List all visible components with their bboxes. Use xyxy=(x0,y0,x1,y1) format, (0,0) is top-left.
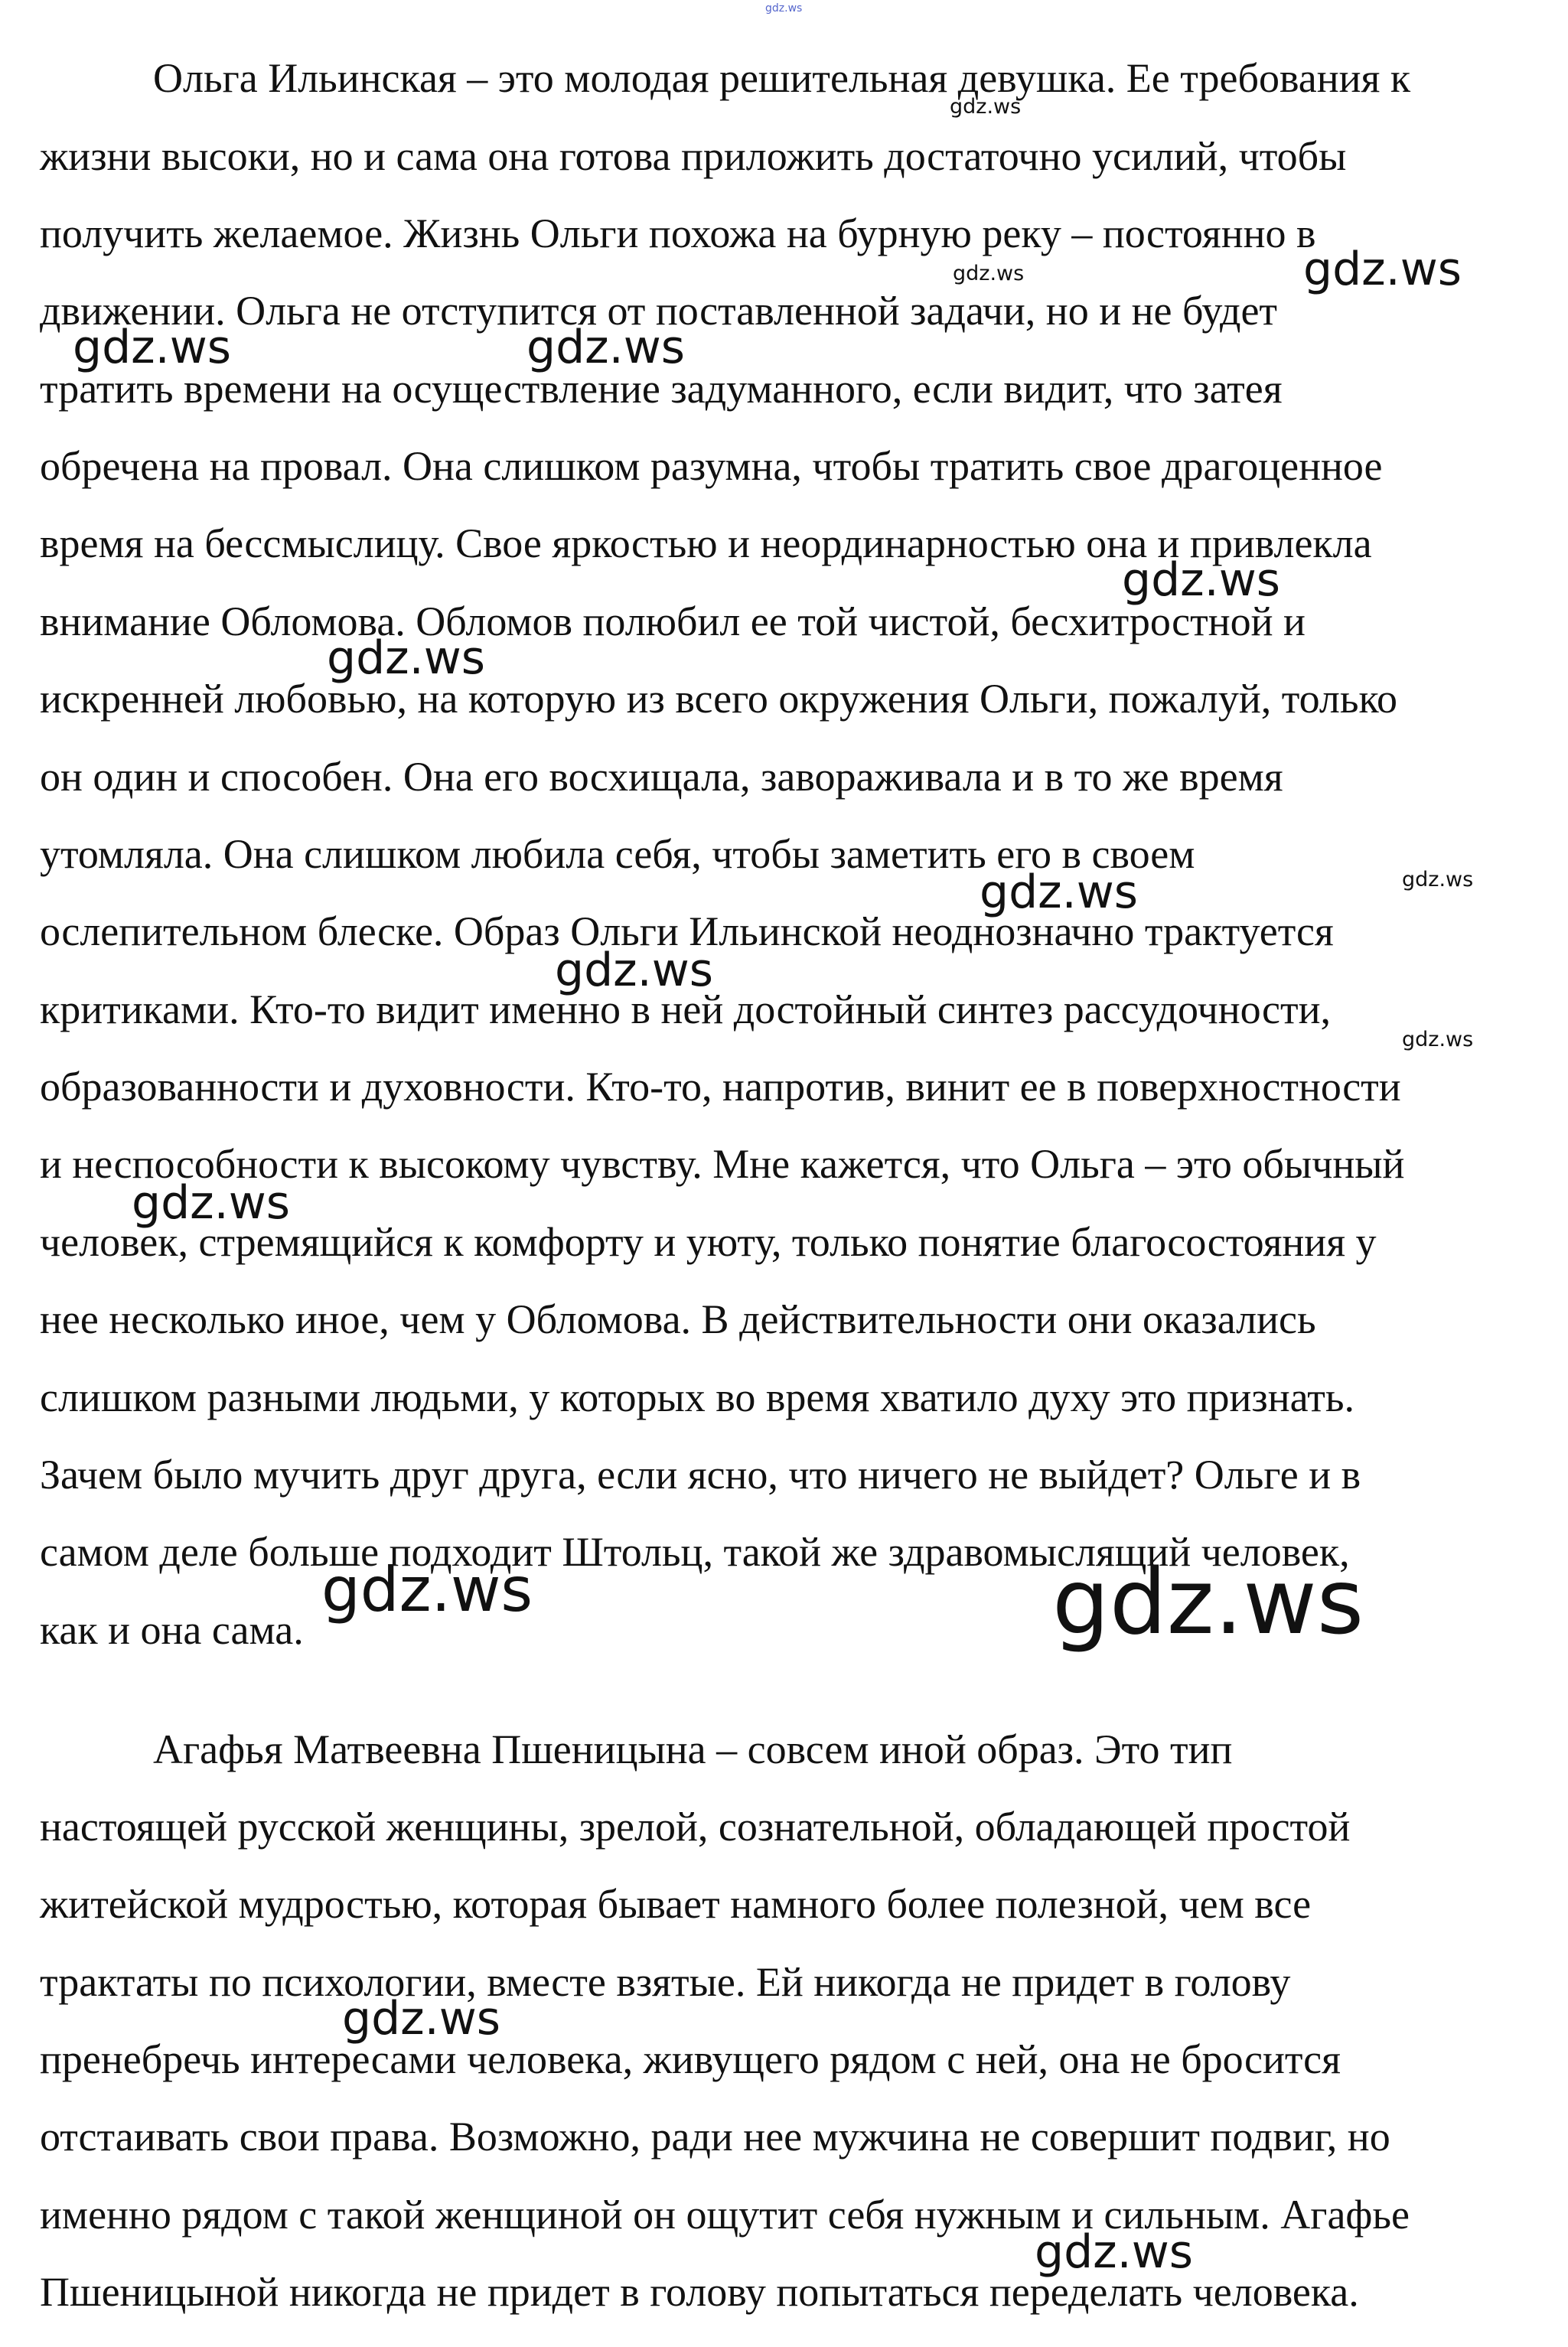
text-line: движении. Ольга не отступится от поставленной задачи, но и не будет xyxy=(40,288,1278,334)
text-line: человек, стремящийся к комфорту и уюту, только понятие благосостояния у xyxy=(40,1219,1377,1265)
text-line: самом деле больше подходит Штольц, такой же здравомыслящий человек, xyxy=(40,1529,1350,1575)
watermark: gdz.ws xyxy=(1052,1549,1364,1654)
watermark: gdz.ws xyxy=(73,321,232,374)
watermark: gdz.ws xyxy=(132,1176,291,1230)
text-line: время на бессмыслицу. Свое яркостью и неординарностью она и привлекла xyxy=(40,520,1372,566)
text-line: нее несколько иное, чем у Обломова. В действительности они оказались xyxy=(40,1296,1316,1342)
watermark: gdz.ws xyxy=(980,865,1139,919)
watermark: gdz.ws xyxy=(555,944,714,997)
text-line: тратить времени на осуществление задуманного, если видит, что затея xyxy=(40,366,1283,412)
watermark: gdz.ws xyxy=(327,631,486,685)
watermark: gdz.ws xyxy=(1402,1028,1474,1051)
text-line: житейской мудростью, которая бывает намного более полезной, чем все xyxy=(40,1881,1312,1927)
text-line: внимание Обломова. Обломов полюбил ее той чистой, бесхитростной и xyxy=(40,598,1306,644)
text-line: критиками. Кто-то видит именно в ней достойный синтез рассудочности, xyxy=(40,986,1331,1032)
text-line: Зачем было мучить друг друга, если ясно, что ничего не выйдет? Ольге и в xyxy=(40,1452,1361,1498)
text-line: Агафья Матвеевна Пшеницына – совсем иной образ. Это тип xyxy=(153,1726,1233,1772)
text-line: получить желаемое. Жизнь Ольги похожа на бурную реку – постоянно в xyxy=(40,210,1316,256)
text-line: Ольга Ильинская – это молодая решительная девушка. Ее требования к xyxy=(153,55,1411,101)
watermark: gdz.ws xyxy=(765,2,803,15)
watermark: gdz.ws xyxy=(953,262,1025,285)
text-line: настоящей русской женщины, зрелой, сознательной, обладающей простой xyxy=(40,1804,1351,1850)
text-line: пренебречь интересами человека, живущего рядом с ней, она не бросится xyxy=(40,2036,1341,2082)
text-line: и неспособности к высокому чувству. Мне кажется, что Ольга – это обычный xyxy=(40,1141,1405,1187)
text-line: слишком разными людьми, у которых во время хватило духу это признать. xyxy=(40,1374,1354,1420)
text-line: именно рядом с такой женщиной он ощутит себя нужным и сильным. Агафье xyxy=(40,2192,1410,2238)
text-line: трактаты по психологии, вместе взятые. Ей никогда не придет в голову xyxy=(40,1959,1291,2005)
watermark: gdz.ws xyxy=(342,1992,501,2045)
text-line: как и она сама. xyxy=(40,1607,304,1653)
text-line: жизни высоки, но и сама она готова приложить достаточно усилий, чтобы xyxy=(40,133,1347,179)
watermark: gdz.ws xyxy=(1402,868,1474,892)
text-line: он один и способен. Она его восхищала, завораживала и в то же время xyxy=(40,754,1283,800)
watermark: gdz.ws xyxy=(950,95,1022,119)
watermark: gdz.ws xyxy=(526,321,686,374)
text-line: Пшеницыной никогда не придет в голову попытаться переделать человека. xyxy=(40,2269,1359,2315)
watermark: gdz.ws xyxy=(1122,553,1281,607)
watermark: gdz.ws xyxy=(1035,2225,1194,2279)
text-line: образованности и духовности. Кто-то, напротив, винит ее в поверхностности xyxy=(40,1064,1401,1110)
watermark: gdz.ws xyxy=(321,1554,533,1625)
text-line: отстаивать свои права. Возможно, ради нее мужчина не совершит подвиг, но xyxy=(40,2114,1390,2160)
text-line: искренней любовью, на которую из всего окружения Ольги, пожалуй, только xyxy=(40,676,1397,722)
watermark: gdz.ws xyxy=(1303,243,1462,296)
text-line: обречена на провал. Она слишком разумна, чтобы тратить свое драгоценное xyxy=(40,443,1383,489)
text-line: ослепительном блеске. Образ Ольги Ильинской неоднозначно трактуется xyxy=(40,908,1334,954)
text-line: утомляла. Она слишком любила себя, чтобы заметить его в своем xyxy=(40,831,1195,877)
